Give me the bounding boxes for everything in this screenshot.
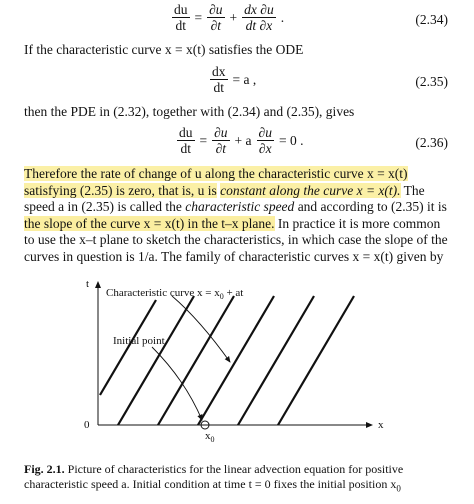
denominator: ∂x [258,141,272,156]
numerator: du [179,125,193,140]
initial-point-label: Initial point [113,335,165,347]
highlight-4: the slope of the curve x = x(t) in the t–x plane. [24,215,275,231]
equation-number: (2.34) [415,12,448,27]
text-run: to use the x–t plane to sketch the characteristics, in which case the slope of the [24,232,448,247]
x-axis-label: x [378,419,384,431]
characteristic-line [118,296,194,425]
origin-label: 0 [84,419,90,431]
denominator: dt ∂x [245,18,273,33]
initial-point-arrow [152,347,202,420]
text-run: The [400,182,425,198]
x0-label: $x_0$ [205,430,215,444]
t-axis-label: t [86,278,90,290]
characteristic-line [238,296,314,425]
figure-caption [24,462,454,496]
highlight-2: satisfying (2.35) is zero, that is, u is [24,182,217,198]
caption-text: Picture of characteristics for the linear advection equation for positive characteristic speed a. Initial condition at time t = 0 fixes the initial position x [24,462,404,491]
text-run: In practice it is more common [274,215,441,231]
paragraph-1: If the characteristic curve x = x(t) satisfies the ODE [24,42,304,57]
rhs: = a , [232,71,257,87]
period: . [280,9,285,25]
denominator: dt [180,141,191,156]
text-run: speed a in (2.35) is called the [24,199,182,214]
characteristic-lines [100,296,354,425]
caption-label: Fig. 2.1. [24,462,65,476]
numerator: du [174,2,188,17]
numerator: dx ∂u [244,2,274,17]
equation-2-34: $\frac{du}{dt}$ = $\frac{\partial u}{\partial t}$ + $\frac{dx \partial u}{dt \partial x}$ . (2.34) [174,2,448,33]
denominator: dt [213,80,224,95]
characteristic-line [158,296,234,425]
rhs: = 0 . [278,132,304,148]
equation-number: (2.35) [415,74,448,89]
curve-label: Characteristic curve $x = x_0$ + at [106,287,244,301]
equation-2-36: $\frac{du}{dt}$ = $\frac{\partial u}{\partial t}$ + a $\frac{\partial u}{\partial x}$ = 0 . (2.36) [179,125,448,156]
text-run: and according to (2.35) it is [294,199,447,214]
caption-subscript: 0 [396,483,401,494]
characteristic-line [198,296,274,425]
paragraph-2: then the PDE in (2.32), together with (2.34) and (2.35), gives [24,104,355,119]
highlight-1: Therefore the rate of change of u along the characteristic curve x = x(t) [24,166,408,181]
numerator: ∂u [209,2,223,17]
text-run: curves in question is 1/a. The family of characteristic curves x = x(t) given by [24,248,444,264]
equation-number: (2.36) [415,135,448,150]
denominator: dt [175,18,186,33]
numerator: dx [212,64,226,79]
denominator: ∂t [210,18,222,33]
emphasis: characteristic speed [185,199,295,214]
highlight-3: constant along the curve x = x(t). [220,182,401,198]
characteristic-line [100,300,156,395]
denominator: ∂t [215,141,227,156]
coefficient: + a [234,132,252,148]
numerator: ∂u [214,125,228,140]
numerator: ∂u [258,125,272,140]
characteristic-line [278,296,354,425]
